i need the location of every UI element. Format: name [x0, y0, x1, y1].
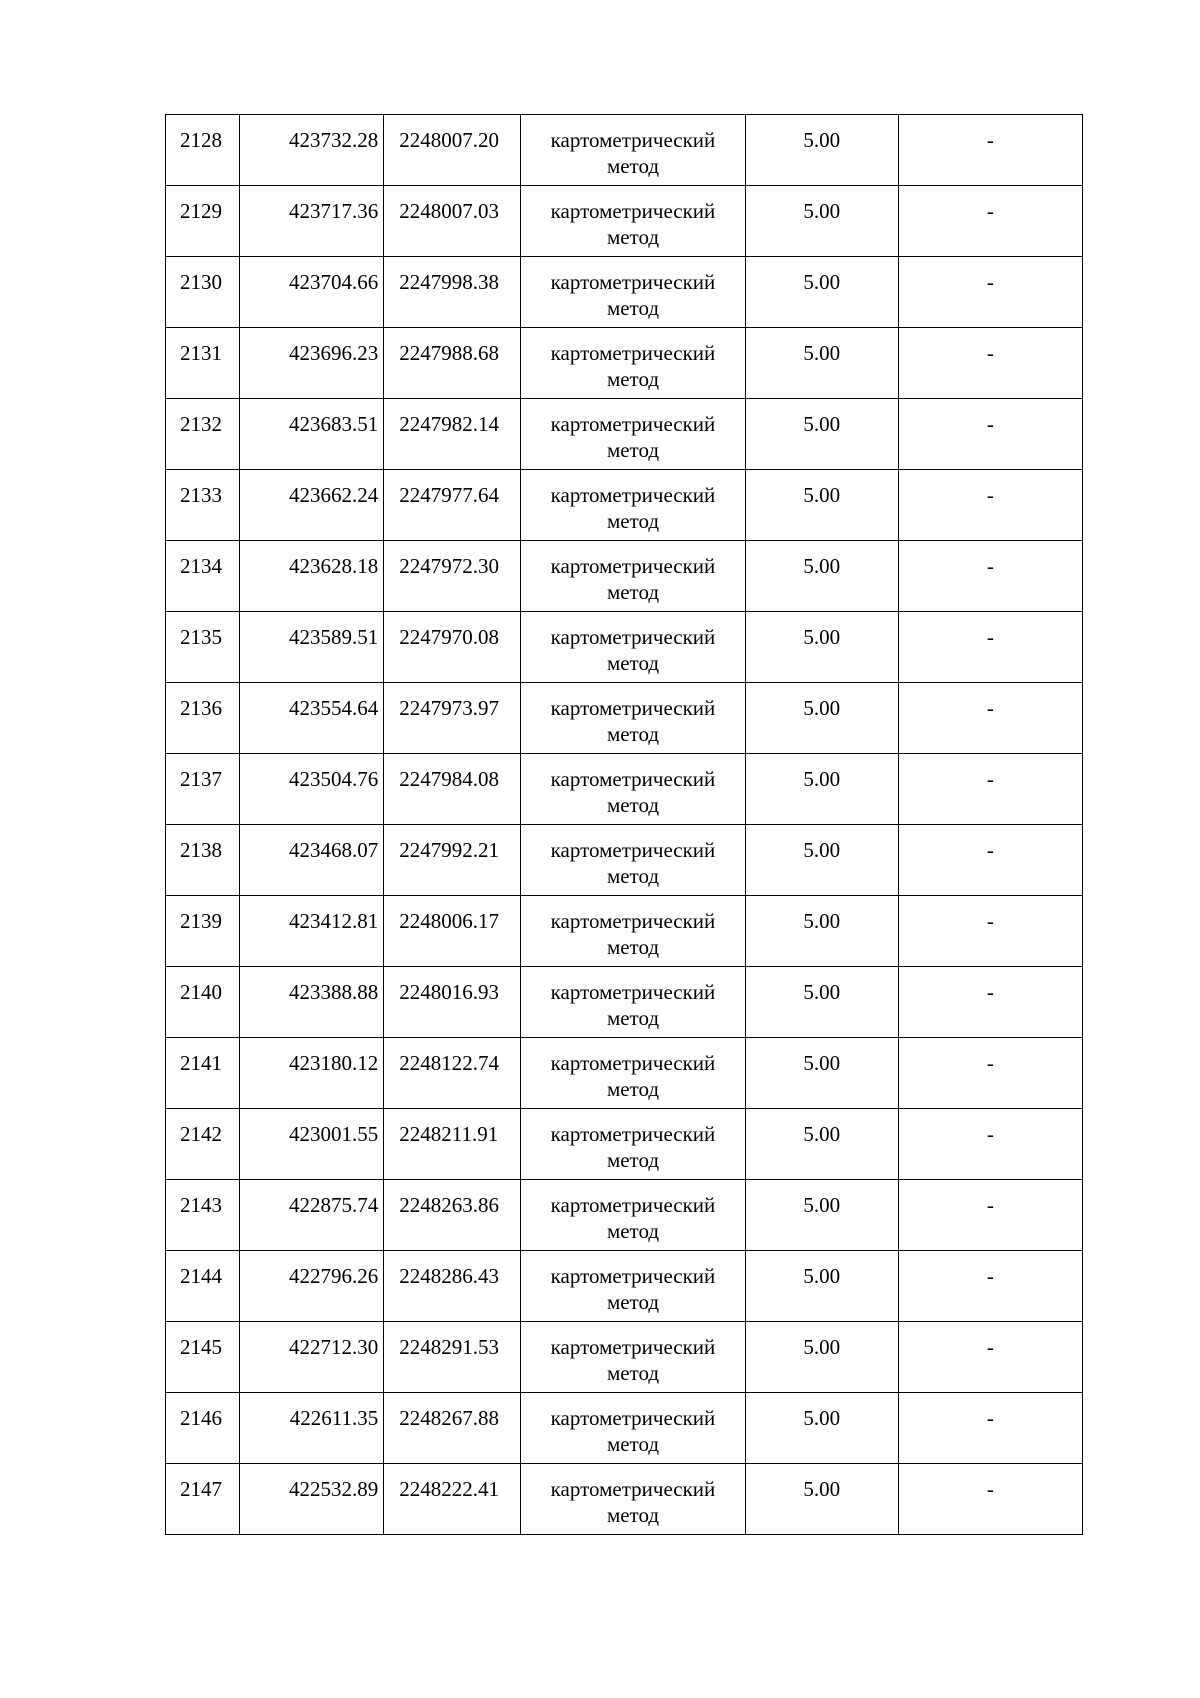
point-number-cell: [166, 896, 240, 967]
point-number-cell-text: 2133: [180, 483, 222, 507]
precision-cell-text: 5.00: [803, 1193, 841, 1217]
y-coordinate-cell-text: 2247984.08: [399, 767, 499, 791]
y-coordinate-cell-text: 2248291.53: [399, 1335, 499, 1359]
y-coordinate-cell: [384, 1464, 521, 1535]
description-cell-text: -: [986, 1122, 994, 1146]
x-coordinate-cell: [240, 541, 384, 612]
method-cell: [521, 825, 745, 896]
method-cell-text: картометрический метод: [550, 341, 716, 391]
precision-cell-text: 5.00: [803, 1051, 841, 1075]
y-coordinate-cell-text: 2248016.93: [399, 980, 499, 1004]
description-cell: [898, 1251, 1082, 1322]
point-number-cell: [166, 328, 240, 399]
coordinates-table: [165, 114, 1083, 1535]
description-cell-text: -: [986, 1477, 994, 1501]
point-number-cell: [166, 825, 240, 896]
x-coordinate-cell: [240, 470, 384, 541]
description-cell-text: -: [986, 1406, 994, 1430]
y-coordinate-cell: [384, 612, 521, 683]
table-row: [166, 967, 1083, 1038]
x-coordinate-cell-text: 423683.51: [288, 412, 379, 436]
x-coordinate-cell: [240, 754, 384, 825]
precision-cell-text: 5.00: [803, 980, 841, 1004]
point-number-cell-text: 2145: [180, 1335, 222, 1359]
description-cell: [898, 115, 1082, 186]
precision-cell-text: 5.00: [803, 554, 841, 578]
point-number-cell: [166, 399, 240, 470]
point-number-cell-text: 2132: [180, 412, 222, 436]
precision-cell: [745, 470, 898, 541]
precision-cell: [745, 1464, 898, 1535]
description-cell-text: -: [986, 341, 994, 365]
y-coordinate-cell-text: 2248267.88: [399, 1406, 499, 1430]
point-number-cell: [166, 1180, 240, 1251]
description-cell-text: -: [986, 1264, 994, 1288]
description-cell: [898, 754, 1082, 825]
precision-cell-text: 5.00: [803, 767, 841, 791]
precision-cell-text: 5.00: [803, 1406, 841, 1430]
point-number-cell-text: 2141: [180, 1051, 222, 1075]
method-cell-text: картометрический метод: [550, 1051, 716, 1101]
method-cell-text: картометрический метод: [550, 1477, 716, 1527]
table-row: [166, 186, 1083, 257]
table-row: [166, 612, 1083, 683]
precision-cell-text: 5.00: [803, 1335, 841, 1359]
table-row: [166, 683, 1083, 754]
description-cell: [898, 186, 1082, 257]
precision-cell: [745, 1251, 898, 1322]
x-coordinate-cell-text: 423704.66: [288, 270, 379, 294]
method-cell: [521, 257, 745, 328]
table-row: [166, 896, 1083, 967]
precision-cell: [745, 328, 898, 399]
x-coordinate-cell: [240, 967, 384, 1038]
table-row: [166, 754, 1083, 825]
x-coordinate-cell: [240, 896, 384, 967]
description-cell: [898, 1038, 1082, 1109]
y-coordinate-cell-text: 2247988.68: [399, 341, 499, 365]
y-coordinate-cell: [384, 1322, 521, 1393]
y-coordinate-cell: [384, 399, 521, 470]
x-coordinate-cell: [240, 1322, 384, 1393]
y-coordinate-cell-text: 2247972.30: [399, 554, 499, 578]
description-cell: [898, 967, 1082, 1038]
x-coordinate-cell: [240, 1464, 384, 1535]
y-coordinate-cell: [384, 683, 521, 754]
x-coordinate-cell: [240, 825, 384, 896]
y-coordinate-cell-text: 2248006.17: [399, 909, 499, 933]
method-cell-text: картометрический метод: [550, 1193, 716, 1243]
method-cell-text: картометрический метод: [550, 980, 716, 1030]
method-cell: [521, 328, 745, 399]
point-number-cell: [166, 186, 240, 257]
y-coordinate-cell: [384, 541, 521, 612]
description-cell: [898, 612, 1082, 683]
x-coordinate-cell: [240, 683, 384, 754]
description-cell-text: -: [986, 128, 994, 152]
point-number-cell-text: 2129: [180, 199, 222, 223]
x-coordinate-cell-text: 422796.26: [288, 1264, 379, 1288]
precision-cell: [745, 257, 898, 328]
table-row: [166, 1038, 1083, 1109]
description-cell-text: -: [986, 1051, 994, 1075]
point-number-cell: [166, 683, 240, 754]
point-number-cell-text: 2143: [180, 1193, 222, 1217]
description-cell: [898, 1180, 1082, 1251]
point-number-cell-text: 2138: [180, 838, 222, 862]
y-coordinate-cell: [384, 1109, 521, 1180]
method-cell: [521, 115, 745, 186]
y-coordinate-cell: [384, 257, 521, 328]
point-number-cell: [166, 257, 240, 328]
x-coordinate-cell-text: 422875.74: [288, 1193, 379, 1217]
point-number-cell: [166, 541, 240, 612]
method-cell: [521, 541, 745, 612]
method-cell-text: картометрический метод: [550, 483, 716, 533]
document-page: [165, 114, 1083, 1535]
table-row: [166, 825, 1083, 896]
x-coordinate-cell-text: 423628.18: [288, 554, 379, 578]
description-cell: [898, 1109, 1082, 1180]
method-cell-text: картометрический метод: [550, 554, 716, 604]
description-cell: [898, 470, 1082, 541]
table-row: [166, 115, 1083, 186]
x-coordinate-cell-text: 423468.07: [288, 838, 379, 862]
x-coordinate-cell-text: 423504.76: [288, 767, 379, 791]
point-number-cell-text: 2147: [180, 1477, 222, 1501]
description-cell-text: -: [986, 412, 994, 436]
method-cell: [521, 186, 745, 257]
point-number-cell: [166, 1038, 240, 1109]
y-coordinate-cell: [384, 896, 521, 967]
point-number-cell-text: 2135: [180, 625, 222, 649]
y-coordinate-cell-text: 2248222.41: [399, 1477, 499, 1501]
x-coordinate-cell: [240, 186, 384, 257]
x-coordinate-cell: [240, 115, 384, 186]
x-coordinate-cell: [240, 399, 384, 470]
precision-cell-text: 5.00: [803, 128, 841, 152]
precision-cell: [745, 541, 898, 612]
precision-cell-text: 5.00: [803, 625, 841, 649]
description-cell: [898, 1322, 1082, 1393]
method-cell: [521, 967, 745, 1038]
method-cell-text: картометрический метод: [550, 767, 716, 817]
description-cell: [898, 399, 1082, 470]
point-number-cell-text: 2140: [180, 980, 222, 1004]
precision-cell: [745, 754, 898, 825]
y-coordinate-cell: [384, 115, 521, 186]
x-coordinate-cell-text: 423717.36: [288, 199, 379, 223]
point-number-cell: [166, 967, 240, 1038]
precision-cell-text: 5.00: [803, 412, 841, 436]
description-cell-text: -: [986, 554, 994, 578]
x-coordinate-cell-text: 422611.35: [289, 1406, 379, 1430]
table-row: [166, 1251, 1083, 1322]
x-coordinate-cell-text: 423412.81: [288, 909, 379, 933]
precision-cell: [745, 1038, 898, 1109]
precision-cell: [745, 1109, 898, 1180]
y-coordinate-cell: [384, 328, 521, 399]
y-coordinate-cell: [384, 1038, 521, 1109]
precision-cell-text: 5.00: [803, 1122, 841, 1146]
precision-cell-text: 5.00: [803, 1477, 841, 1501]
method-cell: [521, 1464, 745, 1535]
y-coordinate-cell-text: 2248286.43: [399, 1264, 499, 1288]
x-coordinate-cell: [240, 612, 384, 683]
method-cell-text: картометрический метод: [550, 838, 716, 888]
x-coordinate-cell-text: 422532.89: [288, 1477, 379, 1501]
description-cell: [898, 328, 1082, 399]
y-coordinate-cell-text: 2248211.91: [399, 1122, 499, 1146]
description-cell: [898, 541, 1082, 612]
description-cell: [898, 1464, 1082, 1535]
table-row: [166, 541, 1083, 612]
description-cell-text: -: [986, 767, 994, 791]
precision-cell: [745, 683, 898, 754]
method-cell-text: картометрический метод: [550, 412, 716, 462]
x-coordinate-cell-text: 422712.30: [288, 1335, 379, 1359]
precision-cell-text: 5.00: [803, 838, 841, 862]
method-cell: [521, 612, 745, 683]
method-cell: [521, 896, 745, 967]
precision-cell-text: 5.00: [803, 199, 841, 223]
precision-cell-text: 5.00: [803, 909, 841, 933]
precision-cell-text: 5.00: [803, 483, 841, 507]
point-number-cell-text: 2139: [180, 909, 222, 933]
table-row: [166, 1180, 1083, 1251]
method-cell-text: картометрический метод: [550, 1335, 716, 1385]
method-cell-text: картометрический метод: [550, 909, 716, 959]
y-coordinate-cell: [384, 1393, 521, 1464]
point-number-cell-text: 2130: [180, 270, 222, 294]
y-coordinate-cell-text: 2247992.21: [399, 838, 499, 862]
x-coordinate-cell: [240, 1393, 384, 1464]
description-cell-text: -: [986, 696, 994, 720]
method-cell-text: картометрический метод: [550, 1264, 716, 1314]
method-cell: [521, 399, 745, 470]
description-cell-text: -: [986, 625, 994, 649]
y-coordinate-cell-text: 2248007.20: [399, 128, 499, 152]
y-coordinate-cell-text: 2247970.08: [399, 625, 499, 649]
method-cell-text: картометрический метод: [550, 1122, 716, 1172]
x-coordinate-cell-text: 423388.88: [288, 980, 379, 1004]
x-coordinate-cell: [240, 328, 384, 399]
y-coordinate-cell: [384, 1180, 521, 1251]
method-cell: [521, 1251, 745, 1322]
y-coordinate-cell-text: 2248122.74: [399, 1051, 499, 1075]
description-cell: [898, 1393, 1082, 1464]
y-coordinate-cell: [384, 754, 521, 825]
x-coordinate-cell: [240, 1251, 384, 1322]
y-coordinate-cell: [384, 470, 521, 541]
description-cell-text: -: [986, 483, 994, 507]
precision-cell: [745, 399, 898, 470]
method-cell: [521, 1322, 745, 1393]
point-number-cell: [166, 470, 240, 541]
precision-cell: [745, 896, 898, 967]
y-coordinate-cell-text: 2248007.03: [399, 199, 499, 223]
method-cell-text: картометрический метод: [550, 696, 716, 746]
y-coordinate-cell-text: 2247982.14: [399, 412, 499, 436]
description-cell-text: -: [986, 1335, 994, 1359]
table-row: [166, 1464, 1083, 1535]
description-cell: [898, 257, 1082, 328]
x-coordinate-cell: [240, 1180, 384, 1251]
description-cell-text: -: [986, 909, 994, 933]
description-cell: [898, 683, 1082, 754]
precision-cell: [745, 115, 898, 186]
precision-cell: [745, 967, 898, 1038]
precision-cell: [745, 1393, 898, 1464]
y-coordinate-cell: [384, 1251, 521, 1322]
method-cell: [521, 470, 745, 541]
x-coordinate-cell-text: 423554.64: [288, 696, 379, 720]
x-coordinate-cell: [240, 257, 384, 328]
description-cell-text: -: [986, 980, 994, 1004]
table-row: [166, 399, 1083, 470]
point-number-cell-text: 2144: [180, 1264, 222, 1288]
method-cell: [521, 1109, 745, 1180]
description-cell: [898, 896, 1082, 967]
y-coordinate-cell-text: 2248263.86: [399, 1193, 499, 1217]
point-number-cell-text: 2137: [180, 767, 222, 791]
y-coordinate-cell: [384, 825, 521, 896]
method-cell-text: картометрический метод: [550, 128, 716, 178]
table-row: [166, 328, 1083, 399]
precision-cell: [745, 1322, 898, 1393]
table-row: [166, 470, 1083, 541]
description-cell-text: -: [986, 838, 994, 862]
table-row: [166, 1393, 1083, 1464]
method-cell-text: картометрический метод: [550, 199, 716, 249]
x-coordinate-cell: [240, 1109, 384, 1180]
x-coordinate-cell-text: 423732.28: [288, 128, 379, 152]
method-cell-text: картометрический метод: [550, 625, 716, 675]
method-cell: [521, 683, 745, 754]
point-number-cell: [166, 115, 240, 186]
method-cell: [521, 754, 745, 825]
y-coordinate-cell-text: 2247977.64: [399, 483, 499, 507]
point-number-cell-text: 2134: [180, 554, 222, 578]
method-cell: [521, 1038, 745, 1109]
precision-cell: [745, 1180, 898, 1251]
point-number-cell-text: 2142: [180, 1122, 222, 1146]
precision-cell-text: 5.00: [803, 1264, 841, 1288]
precision-cell-text: 5.00: [803, 270, 841, 294]
precision-cell: [745, 186, 898, 257]
point-number-cell-text: 2128: [180, 128, 222, 152]
x-coordinate-cell-text: 423180.12: [288, 1051, 379, 1075]
table-row: [166, 1322, 1083, 1393]
y-coordinate-cell: [384, 967, 521, 1038]
x-coordinate-cell: [240, 1038, 384, 1109]
description-cell-text: -: [986, 199, 994, 223]
point-number-cell-text: 2131: [180, 341, 222, 365]
table-row: [166, 257, 1083, 328]
y-coordinate-cell-text: 2247998.38: [399, 270, 499, 294]
x-coordinate-cell-text: 423696.23: [288, 341, 379, 365]
precision-cell: [745, 612, 898, 683]
coordinates-table-body: [166, 115, 1083, 1535]
y-coordinate-cell-text: 2247973.97: [399, 696, 499, 720]
point-number-cell: [166, 1109, 240, 1180]
point-number-cell: [166, 1251, 240, 1322]
description-cell-text: -: [986, 1193, 994, 1217]
method-cell-text: картометрический метод: [550, 1406, 716, 1456]
point-number-cell: [166, 1322, 240, 1393]
table-row: [166, 1109, 1083, 1180]
x-coordinate-cell-text: 423662.24: [288, 483, 379, 507]
description-cell-text: -: [986, 270, 994, 294]
point-number-cell: [166, 1393, 240, 1464]
y-coordinate-cell: [384, 186, 521, 257]
precision-cell: [745, 825, 898, 896]
point-number-cell: [166, 754, 240, 825]
description-cell: [898, 825, 1082, 896]
method-cell: [521, 1393, 745, 1464]
precision-cell-text: 5.00: [803, 341, 841, 365]
method-cell: [521, 1180, 745, 1251]
point-number-cell-text: 2146: [180, 1406, 222, 1430]
point-number-cell: [166, 612, 240, 683]
x-coordinate-cell-text: 423589.51: [288, 625, 379, 649]
method-cell-text: картометрический метод: [550, 270, 716, 320]
point-number-cell-text: 2136: [180, 696, 222, 720]
precision-cell-text: 5.00: [803, 696, 841, 720]
point-number-cell: [166, 1464, 240, 1535]
x-coordinate-cell-text: 423001.55: [288, 1122, 379, 1146]
